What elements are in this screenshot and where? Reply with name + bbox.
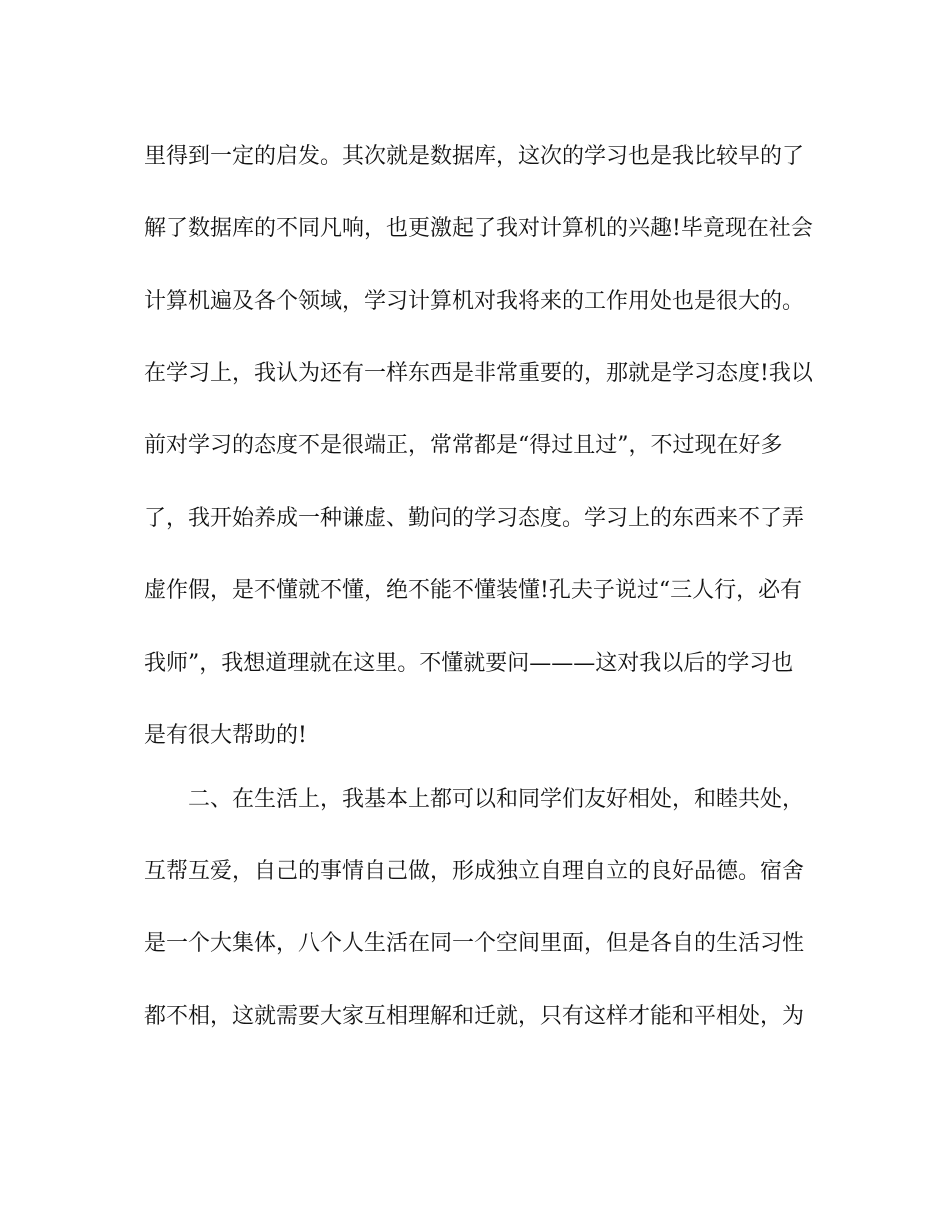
text-line: 解了数据库的不同凡响，也更激起了我对计算机的兴趣!毕竟现在社会	[144, 216, 813, 241]
text-line: 是有很大帮助的!	[144, 723, 307, 748]
text-line: 里得到一定的启发。其次就是数据库，这次的学习也是我比较早的了	[144, 144, 805, 169]
text-line: 了，我开始养成一种谦虚、勤问的学习态度。学习上的东西来不了弄	[144, 506, 805, 531]
text-line: 计算机遍及各个领域，学习计算机对我将来的工作用处也是很大的。	[144, 289, 805, 314]
text-line: 虚作假，是不懂就不懂，绝不能不懂装懂!孔夫子说过“三人行，必有	[144, 578, 803, 603]
text-line: 前对学习的态度不是很端正，常常都是“得过且过”，不过现在好多	[144, 433, 783, 458]
text-line: 我师”，我想道理就在这里。不懂就要问———这对我以后的学习也	[144, 651, 794, 676]
text-line: 是一个大集体，八个人生活在同一个空间里面，但是各自的生活习性	[144, 931, 805, 956]
text-line: 都不相，这就需要大家互相理解和迁就，只有这样才能和平相处，为	[144, 1004, 805, 1029]
text-line: 互帮互爱，自己的事情自己做，形成独立自理自立的良好品德。宿舍	[144, 859, 805, 884]
text-line: 在学习上，我认为还有一样东西是非常重要的，那就是学习态度!我以	[144, 361, 813, 386]
paragraph-start-line: 二、在生活上，我基本上都可以和同学们友好相处，和睦共处，	[188, 787, 805, 812]
